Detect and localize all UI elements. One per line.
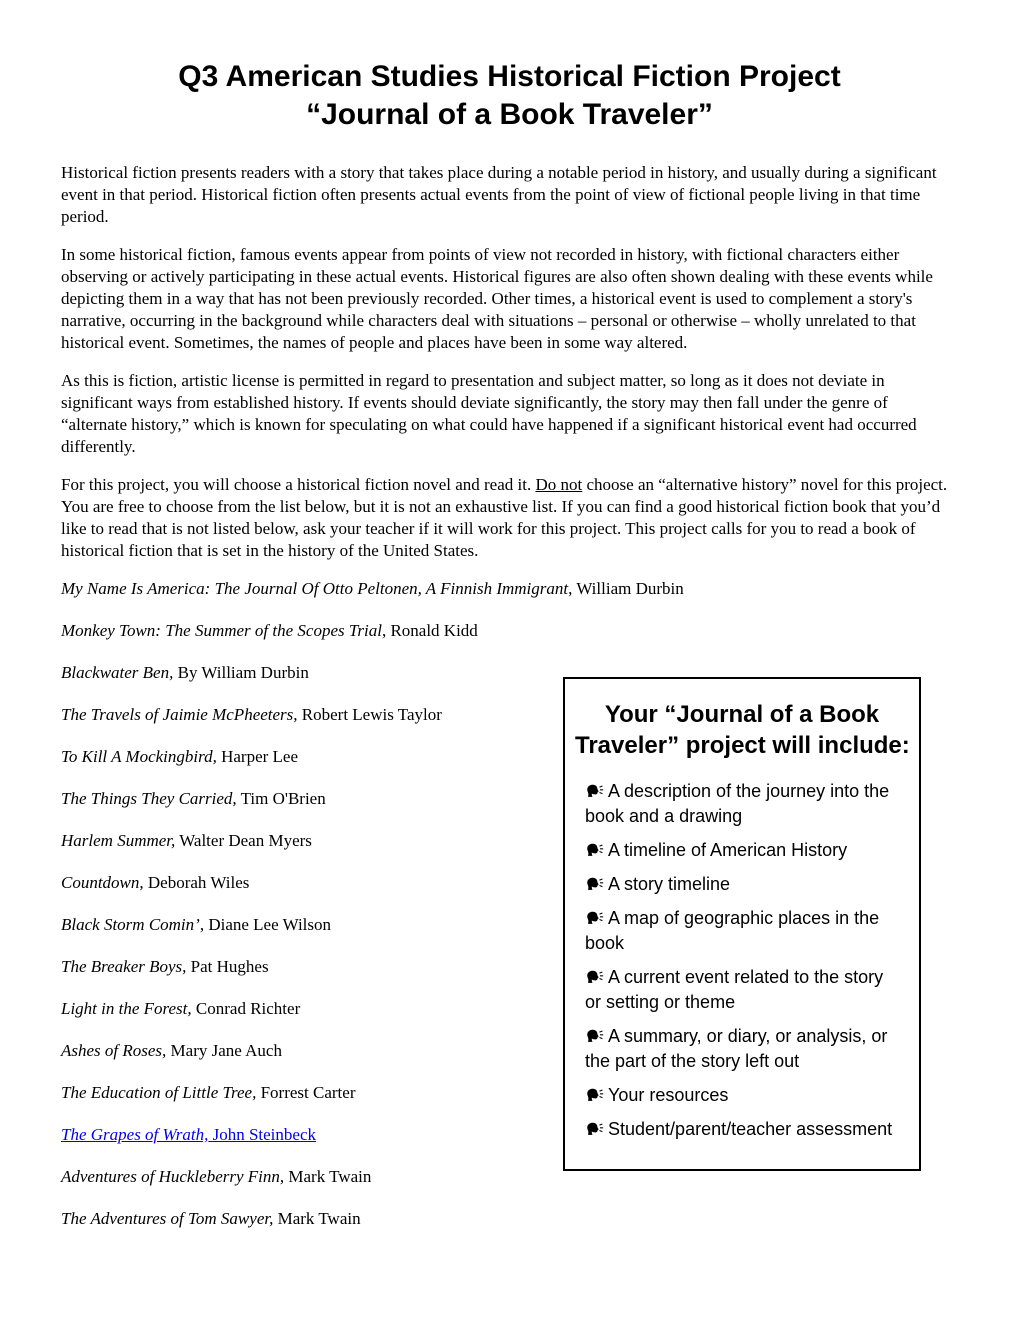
book-author: Forrest Carter (256, 1083, 356, 1102)
requirement-text: A story timeline (608, 874, 731, 894)
requirement-text: A description of the journey into the book and a drawing (585, 781, 890, 826)
book-author: John Steinbeck (212, 1125, 316, 1144)
book-title: To Kill A Mockingbird, (61, 747, 217, 766)
book-author: Mark Twain (273, 1209, 361, 1228)
instructions-text-after: choose an “alternative history” novel for this project. You are free to choose from the list below, but it is not an exhaustive list. If you can find a good historical fiction book that you’d like to read that is not listed below, ask your teacher if it will work for this project. This project calls for you to read a book of historical fiction that is set in the history of the United States. (61, 475, 948, 560)
speaking-head-icon (585, 1088, 604, 1103)
book-title: Blackwater Ben, (61, 663, 174, 682)
book-author: Walter Dean Myers (175, 831, 312, 850)
requirement-item (585, 1117, 899, 1142)
requirements-heading-line2: Traveler” project will include: (575, 732, 910, 759)
book-title: The Education of Little Tree, (61, 1083, 257, 1102)
requirement-text: A map of geographic places in the book (585, 908, 880, 953)
speaking-head-icon (585, 843, 604, 858)
do-not-underlined-text: Do not (535, 475, 583, 494)
book-list-item (61, 578, 958, 600)
requirement-text: A summary, or diary, or analysis, or the part of the story left out (585, 1026, 888, 1071)
book-author: Conrad Richter (191, 999, 301, 1018)
speaking-head-icon (585, 970, 604, 985)
book-author: Tim O'Brien (236, 789, 326, 808)
page-title (61, 58, 958, 134)
project-requirements-box (563, 677, 921, 1171)
book-author: Pat Hughes (186, 957, 269, 976)
requirements-heading-line1: Your “Journal of a Book (604, 701, 880, 728)
project-requirements-heading (575, 699, 909, 761)
book-title: The Grapes of Wrath, (61, 1125, 209, 1144)
speaking-head-icon (585, 1122, 604, 1137)
requirement-item (585, 906, 899, 956)
requirement-item (585, 872, 899, 897)
book-title: Light in the Forest, (61, 999, 192, 1018)
book-title: Ashes of Roses, (61, 1041, 167, 1060)
requirement-item (585, 965, 899, 1015)
book-title: Monkey Town: The Summer of the Scopes Trial (61, 621, 382, 640)
book-list-item (61, 1208, 958, 1230)
book-title: The Adventures of Tom Sawyer, (61, 1209, 274, 1228)
book-title: The Travels of Jaimie McPheeters, (61, 705, 298, 724)
paragraph-intro: Historical fiction presents readers with a story that takes place during a notable period in history, and usually during a significant event in that period. Historical fiction often presents actual events from the point of view of fictional people living in that time period. (61, 163, 937, 226)
book-author: , William Durbin (568, 579, 684, 598)
paragraph-project-instructions (61, 474, 958, 562)
speaking-head-icon (585, 784, 604, 799)
book-title: Harlem Summer, (61, 831, 176, 850)
book-author: Deborah Wiles (143, 873, 250, 892)
requirement-item (585, 838, 899, 863)
book-author: Mark Twain (284, 1167, 372, 1186)
requirement-text: Your resources (608, 1085, 729, 1105)
requirement-text: A timeline of American History (608, 840, 848, 860)
book-author: , Ronald Kidd (381, 621, 478, 640)
book-author: By William Durbin (173, 663, 309, 682)
book-author: Harper Lee (216, 747, 299, 766)
paragraph-artistic-license: As this is fiction, artistic license is permitted in regard to presentation and subject matter, so long as it does not deviate in significant ways from established history. If events should deviate significantly, the story may then fall under the genre of “alternate history,” which is known for speculating on what could have happened if a significant historical event had occurred differently. (61, 371, 917, 456)
book-title: Countdown, (61, 873, 144, 892)
instructions-text-before: For this project, you will choose a historical fiction novel and read it. (61, 475, 536, 494)
book-list-item (61, 620, 958, 642)
requirement-item (585, 1083, 899, 1108)
requirement-item (585, 1024, 899, 1074)
book-author: , Diane Lee Wilson (199, 915, 332, 934)
paragraph-famous-events: In some historical fiction, famous events appear from points of view not recorded in history, with fictional characters either observing or actively participating in these actual events. Historical figures are also often shown dealing with these events while depicting them in a way that has not been previously recorded. Other times, a historical event is used to complement a story's narrative, occurring in the background while characters deal with situations – personal or otherwise – wholly unrelated to that historical event. Sometimes, the names of people and places have been in some way altered. (61, 245, 933, 352)
book-title: The Breaker Boys, (61, 957, 187, 976)
page-title-line1: Q3 American Studies Historical Fiction Project (178, 60, 841, 93)
speaking-head-icon (585, 1029, 604, 1044)
book-author: Robert Lewis Taylor (297, 705, 442, 724)
requirement-text: Student/parent/teacher assessment (608, 1119, 893, 1139)
requirement-text: A current event related to the story or setting or theme (585, 967, 884, 1012)
requirement-item (585, 779, 899, 829)
book-title: Black Storm Comin’ (61, 915, 200, 934)
book-link-grapes-of-wrath[interactable] (61, 1125, 316, 1144)
speaking-head-icon (585, 877, 604, 892)
speaking-head-icon (585, 911, 604, 926)
book-title: The Things They Carried, (61, 789, 237, 808)
book-author: Mary Jane Auch (166, 1041, 282, 1060)
page-title-line2: “Journal of a Book Traveler” (306, 98, 713, 131)
book-title: Adventures of Huckleberry Finn, (61, 1167, 285, 1186)
book-title: My Name Is America: The Journal Of Otto Peltonen, A Finnish Immigrant (61, 579, 569, 598)
